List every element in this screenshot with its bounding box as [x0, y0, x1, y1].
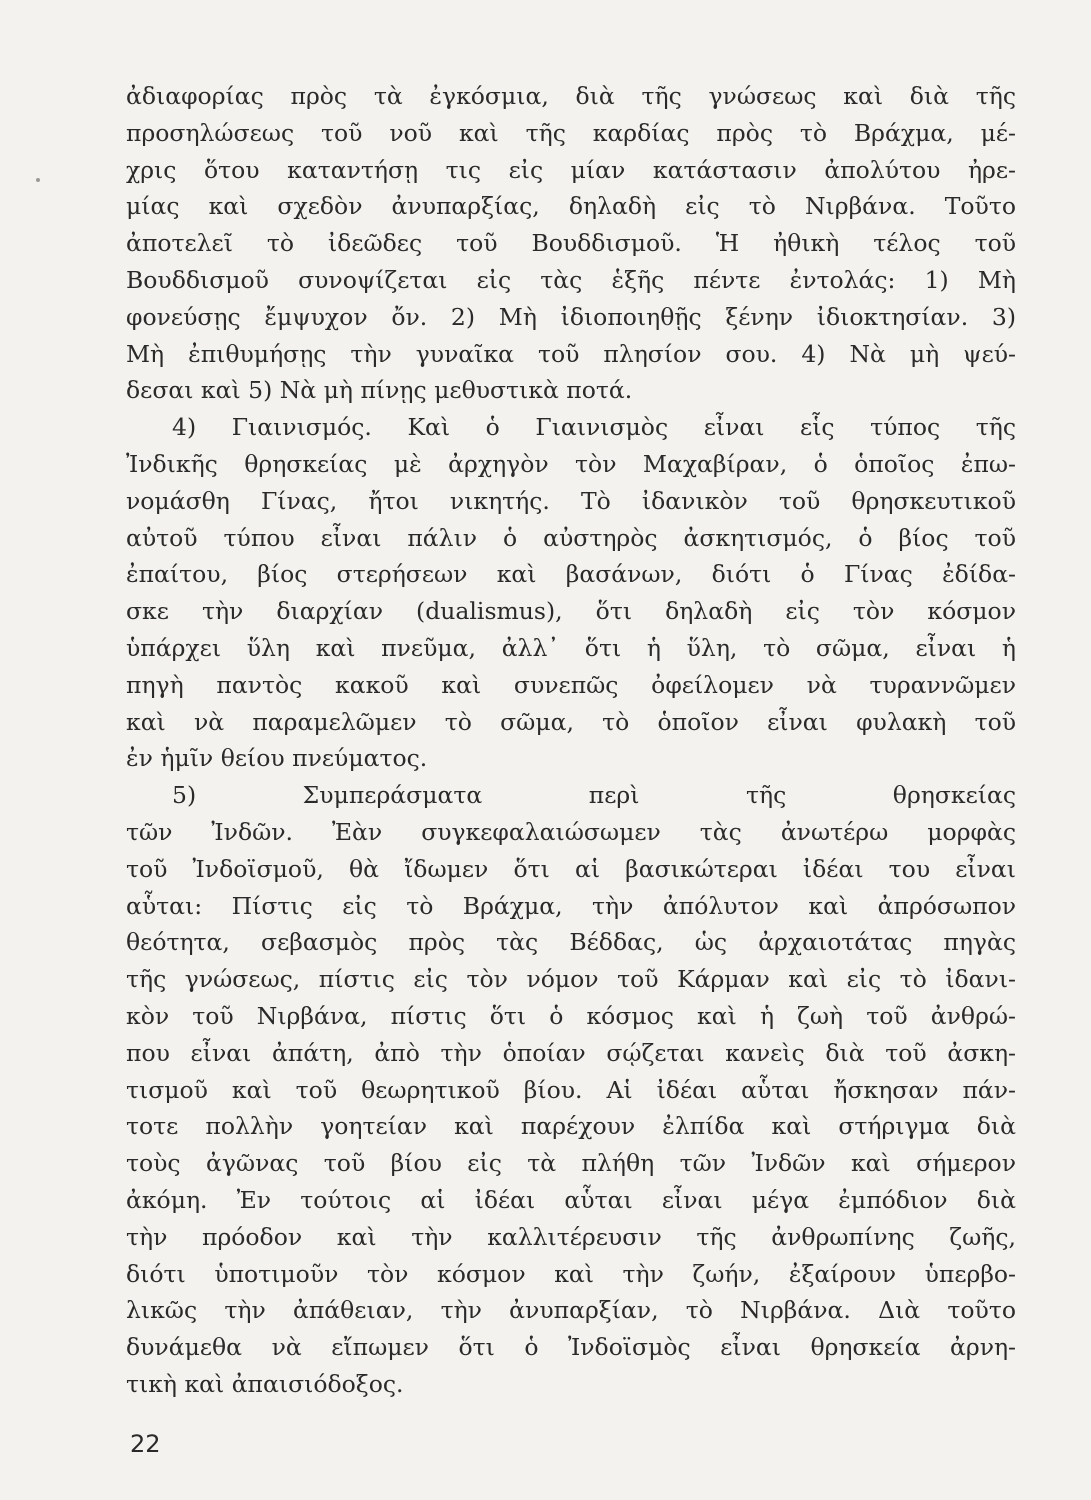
paragraph-end-line: τικὴ καὶ ἀπαισιόδοξος. [126, 1369, 404, 1398]
paper-speck [36, 178, 40, 182]
section-5-heading-line: 5) Συμπεράσματα περὶ τῆς θρησκείας [172, 781, 1016, 810]
text-line: ὑπάρχει ὕλη καὶ πνεῦμα, ἀλλ᾽ ὅτι ἡ ὕλη, τὸ σῶμα, εἶναι ἡ [126, 633, 1016, 662]
text-line: θεότητα, σεβασμὸς πρὸς τὰς Βέδδας, ὡς ἀρχαιοτάτας πηγὰς [126, 928, 1016, 957]
body-text [126, 78, 1016, 1403]
text-line: Μὴ ἐπιθυμήσῃς τὴν γυναῖκα τοῦ πλησίον σου. 4) Νὰ μὴ ψεύ- [126, 339, 1016, 368]
text-line: ἀκόμη. Ἐν τούτοις αἱ ἰδέαι αὗται εἶναι μέγα ἐμπόδιον διὰ [126, 1185, 1016, 1214]
text-line: τῶν Ἰνδῶν. Ἐὰν συγκεφαλαιώσωμεν τὰς ἀνωτέρω μορφὰς [126, 817, 1016, 846]
text-line: ἐπαίτου, βίος στερήσεων καὶ βασάνων, διότι ὁ Γίνας ἐδίδα- [126, 560, 1016, 589]
text-line: τῆς γνώσεως, πίστις εἰς τὸν νόμον τοῦ Κάρμαν καὶ εἰς τὸ ἰδανι- [126, 965, 1016, 994]
text-line: μίας καὶ σχεδὸν ἀνυπαρξίας, δηλαδὴ εἰς τὸ Νιρβάνα. Τοῦτο [126, 192, 1016, 221]
text-line: πηγὴ παντὸς κακοῦ καὶ συνεπῶς ὀφείλομεν νὰ τυραννῶμεν [126, 670, 1016, 699]
text-line: δυνάμεθα νὰ εἴπωμεν ὅτι ὁ Ἰνδοϊσμὸς εἶναι θρησκεία ἀρνη- [126, 1333, 1016, 1362]
text-line: ἀδιαφορίας πρὸς τὰ ἐγκόσμια, διὰ τῆς γνώσεως καὶ διὰ τῆς [126, 82, 1016, 110]
text-line: που εἶναι ἀπάτη, ἀπὸ τὴν ὁποίαν σῴζεται κανεὶς διὰ τοῦ ἀσκη- [126, 1038, 1016, 1067]
text-line: νομάσθη Γίνας, ἤτοι νικητής. Τὸ ἰδανικὸν τοῦ θρησκευτικοῦ [126, 486, 1016, 515]
text-line: Βουδδισμοῦ συνοψίζεται εἰς τὰς ἑξῆς πέντε ἐντολάς: 1) Μὴ [126, 265, 1016, 294]
text-line: Ἰνδικῆς θρησκείας μὲ ἀρχηγὸν τὸν Μαχαβίραν, ὁ ὁποῖος ἐπω- [126, 449, 1016, 478]
text-line: τοῦ Ἰνδοϊσμοῦ, θὰ ἴδωμεν ὅτι αἱ βασικώτεραι ἰδέαι του εἶναι [126, 854, 1016, 883]
text-line: αὐτοῦ τύπου εἶναι πάλιν ὁ αὐστηρὸς ἀσκητισμός, ὁ βίος τοῦ [126, 523, 1016, 552]
paragraph-end-line: δεσαι καὶ 5) Νὰ μὴ πίνῃς μεθυστικὰ ποτά. [126, 376, 633, 405]
text-line: τοὺς ἀγῶνας τοῦ βίου εἰς τὰ πλήθη τῶν Ἰνδῶν καὶ σήμερον [126, 1149, 1016, 1178]
text-line: τισμοῦ καὶ τοῦ θεωρητικοῦ βίου. Αἱ ἰδέαι αὗται ἤσκησαν πάν- [126, 1075, 1016, 1104]
text-line: ἀποτελεῖ τὸ ἰδεῶδες τοῦ Βουδδισμοῦ. Ἡ ἠθικὴ τέλος τοῦ [126, 229, 1016, 258]
text-line: χρις ὅτου καταντήσῃ τις εἰς μίαν κατάστασιν ἀπολύτου ἠρε- [126, 155, 1016, 184]
text-line: κὸν τοῦ Νιρβάνα, πίστις ὅτι ὁ κόσμος καὶ ἡ ζωὴ τοῦ ἀνθρώ- [126, 1001, 1016, 1030]
text-line: σκε τὴν διαρχίαν (dualismus), ὅτι δηλαδὴ εἰς τὸν κόσμον [126, 597, 1016, 626]
section-4-heading-line: 4) Γιαινισμός. Καὶ ὁ Γιαινισμὸς εἶναι εἷς τύπος τῆς [172, 413, 1016, 442]
text-line: τὴν πρόοδον καὶ τὴν καλλιτέρευσιν τῆς ἀνθρωπίνης ζωῆς, [126, 1222, 1016, 1251]
page-number: 22 [130, 1430, 161, 1458]
text-line: αὗται: Πίστις εἰς τὸ Βράχμα, τὴν ἀπόλυτον καὶ ἀπρόσωπον [126, 891, 1016, 920]
paragraph-end-line: ἐν ἡμῖν θείου πνεύματος. [126, 744, 428, 773]
text-line: τοτε πολλὴν γοητείαν καὶ παρέχουν ἐλπίδα καὶ στήριγμα διὰ [126, 1112, 1016, 1141]
text-line: λικῶς τὴν ἀπάθειαν, τὴν ἀνυπαρξίαν, τὸ Νιρβάνα. Διὰ τοῦτο [126, 1296, 1016, 1325]
text-line: καὶ νὰ παραμελῶμεν τὸ σῶμα, τὸ ὁποῖον εἶναι φυλακὴ τοῦ [126, 707, 1016, 736]
text-line: διότι ὑποτιμοῦν τὸν κόσμον καὶ τὴν ζωήν, ἐξαίρουν ὑπερβο- [126, 1259, 1016, 1288]
text-line: φονεύσῃς ἔμψυχον ὄν. 2) Μὴ ἰδιοποιηθῇς ξένην ἰδιοκτησίαν. 3) [126, 302, 1016, 331]
text-line: προσηλώσεως τοῦ νοῦ καὶ τῆς καρδίας πρὸς τὸ Βράχμα, μέ- [126, 118, 1016, 147]
